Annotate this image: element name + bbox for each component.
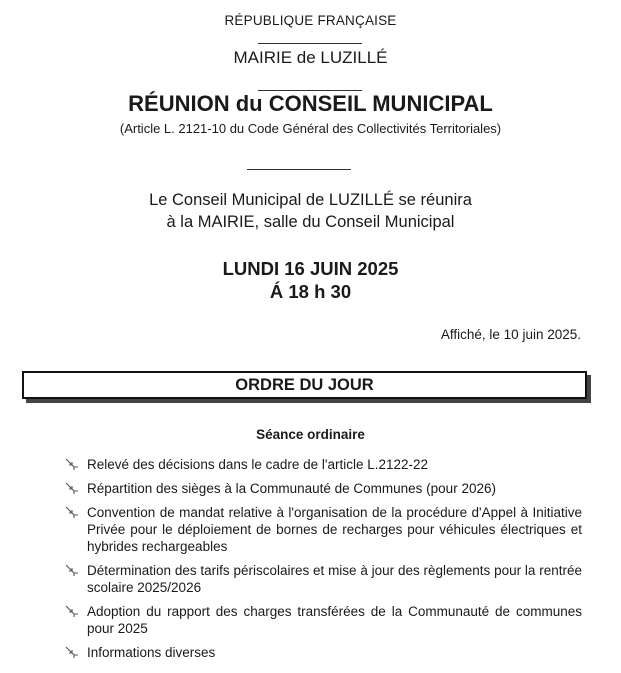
pointing-hand-icon — [64, 504, 80, 521]
pointing-hand-icon — [64, 603, 80, 620]
agenda-item-text: Relevé des décisions dans le cadre de l'article L.2122-22 — [87, 457, 429, 472]
divider — [258, 43, 362, 44]
pointing-hand-icon — [64, 456, 80, 473]
pointing-hand-icon — [64, 644, 80, 661]
divider — [247, 169, 351, 170]
meeting-datetime — [0, 257, 621, 303]
meeting-time: Á 18 h 30 — [269, 281, 352, 302]
agenda-item-text: Détermination des tarifs périscolaires et mise à jour des règlements pour la rentrée scolaire 2025/2026 — [87, 563, 582, 595]
agenda-item — [64, 456, 582, 473]
agenda-item — [64, 603, 582, 637]
convocation-text — [0, 189, 621, 233]
agenda-item-text: Informations diverses — [87, 645, 216, 660]
republic-heading: RÉPUBLIQUE FRANÇAISE — [224, 13, 397, 28]
posted-date: Affiché, le 10 juin 2025. — [440, 327, 581, 342]
session-type: Séance ordinaire — [256, 427, 365, 442]
agenda-item-text: Convention de mandat relative à l'organisation de la procédure d'Appel à Initiative Privée pour le déploiement de bornes de recharges pour véhicules électriques et hybrides rechargeables — [87, 505, 582, 554]
agenda-item-text: Adoption du rapport des charges transférées de la Communauté de communes pour 2025 — [87, 604, 582, 636]
agenda-list — [64, 456, 582, 668]
agenda-item — [64, 504, 582, 555]
mairie-heading: MAIRIE de LUZILLÉ — [233, 48, 388, 67]
agenda-item-text: Répartition des sièges à la Communauté de Communes (pour 2026) — [87, 481, 496, 496]
pointing-hand-icon — [64, 562, 80, 579]
agenda-item — [64, 480, 582, 497]
agenda-item — [64, 644, 582, 661]
agenda-heading: ORDRE DU JOUR — [22, 371, 587, 399]
pointing-hand-icon — [64, 480, 80, 497]
convocation-line-1: Le Conseil Municipal de LUZILLÉ se réunira — [149, 191, 472, 209]
page-title: RÉUNION du CONSEIL MUNICIPAL — [128, 91, 493, 116]
agenda-item — [64, 562, 582, 596]
legal-reference: (Article L. 2121-10 du Code Général des Collectivités Territoriales) — [119, 121, 502, 136]
meeting-date: LUNDI 16 JUIN 2025 — [222, 258, 399, 279]
convocation-line-2: à la MAIRIE, salle du Conseil Municipal — [166, 213, 455, 231]
